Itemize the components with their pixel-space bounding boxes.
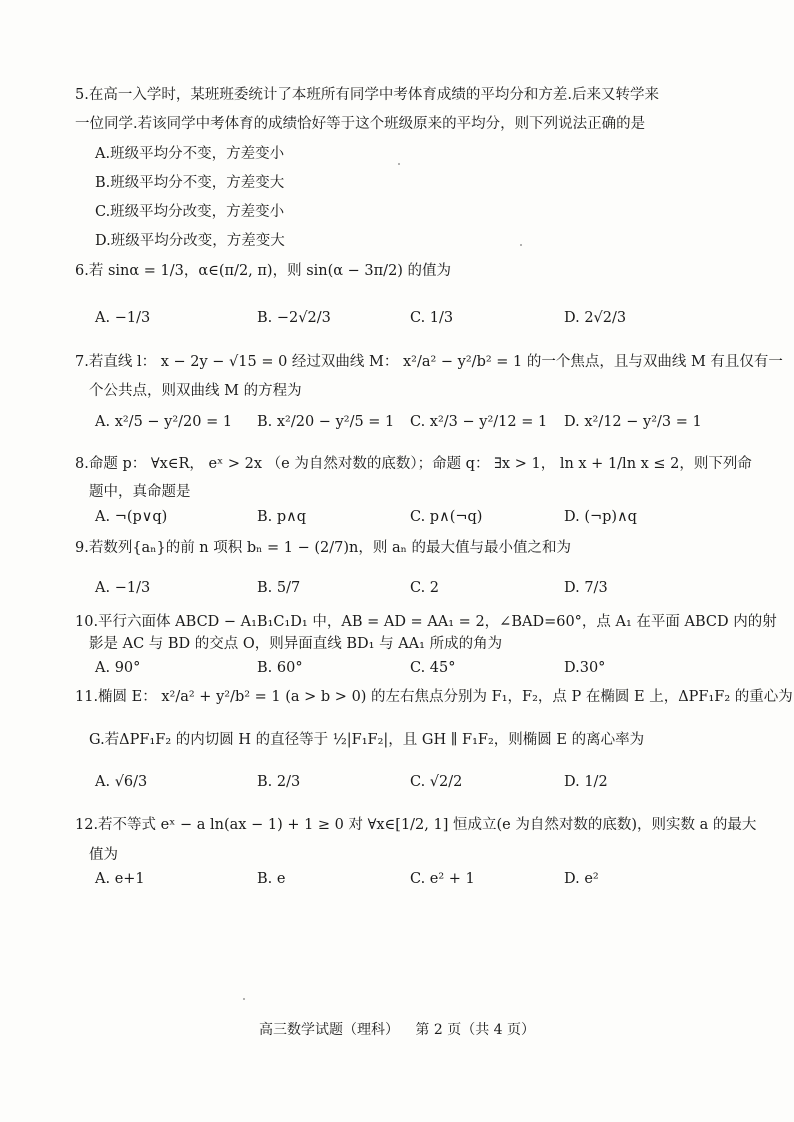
scan-speck [243,998,245,1000]
q8-option-c: C. p∧(¬q) [410,509,483,525]
q11-option-d: D. 1/2 [564,774,608,790]
q6-option-a: A. −1/3 [95,310,151,326]
q5-option-c: C.班级平均分改变，方差变小 [95,204,285,220]
q9-option-b: B. 5/7 [257,580,301,596]
q5-stem-line1: 5.在高一入学时，某班班委统计了本班所有同学中考体育成绩的平均分和方差.后来又转学来 [75,87,659,103]
q7-option-c: C. x²/3 − y²/12 = 1 [410,414,548,430]
q6-option-b: B. −2√2/3 [257,310,331,326]
page-footer [0,1019,794,1039]
q10-option-b: B. 60° [257,660,303,676]
q10-stem-line1: 10.平行六面体 ABCD − A₁B₁C₁D₁ 中，AB = AD = AA₁ = 2，∠BAD=60°，点 A₁ 在平面 ABCD 内的射 [75,614,777,630]
q6-option-c: C. 1/3 [410,310,454,326]
q9-option-a: A. −1/3 [95,580,151,596]
q12-option-b: B. e [257,871,286,887]
q11-stem-line2: G.若ΔPF₁F₂ 的内切圆 H 的直径等于 ½|F₁F₂|，且 GH ∥ F₁F₂，则椭圆 E 的离心率为 [89,732,645,748]
q8-option-b: B. p∧q [257,509,307,525]
q10-stem-line2: 影是 AC 与 BD 的交点 O，则异面直线 BD₁ 与 AA₁ 所成的角为 [89,636,503,652]
q5-stem-line2: 一位同学.若该同学中考体育的成绩恰好等于这个班级原来的平均分，则下列说法正确的是 [75,116,646,132]
q11-option-c: C. √2/2 [410,774,463,790]
q9-stem: 9.若数列{aₙ}的前 n 项积 bₙ = 1 − (2/7)n，则 aₙ 的最大值与最小值之和为 [75,540,572,556]
q6-option-d: D. 2√2/3 [564,310,627,326]
q7-stem-line1: 7.若直线 l： x − 2y − √15 = 0 经过双曲线 M： x²/a² − y²/b² = 1 的一个焦点，且与双曲线 M 有且仅有一 [75,354,783,370]
page-number: 第 2 页（共 4 页） [415,1022,536,1038]
q5-option-d: D.班级平均分改变，方差变大 [95,233,285,249]
q5-option-a: A.班级平均分不变，方差变小 [95,146,285,162]
q8-option-a: A. ¬(p∨q) [95,509,168,525]
q8-stem-line2: 题中，真命题是 [89,484,191,500]
q5-option-b: B.班级平均分不变，方差变大 [95,175,285,191]
exam-title: 高三数学试题（理科） [258,1022,399,1038]
q6-stem: 6.若 sinα = 1/3，α∈(π/2, π)，则 sin(α − 3π/2) 的值为 [75,263,452,279]
q7-option-b: B. x²/20 − y²/5 = 1 [257,414,395,430]
q11-option-b: B. 2/3 [257,774,301,790]
q7-option-a: A. x²/5 − y²/20 = 1 [95,414,233,430]
q9-option-d: D. 7/3 [564,580,608,596]
q11-stem-line1: 11.椭圆 E： x²/a² + y²/b² = 1 (a > b > 0) 的左右焦点分别为 F₁，F₂，点 P 在椭圆 E 上，ΔPF₁F₂ 的重心为 [75,689,793,705]
scan-speck [398,163,400,165]
q11-option-a: A. √6/3 [95,774,148,790]
q10-option-c: C. 45° [410,660,456,676]
q12-option-d: D. e² [564,871,599,887]
q12-option-a: A. e+1 [95,871,145,887]
q7-stem-line2: 个公共点，则双曲线 M 的方程为 [89,383,302,399]
q10-option-d: D.30° [564,660,606,676]
q10-option-a: A. 90° [95,660,141,676]
q8-stem-line1: 8.命题 p： ∀x∈R， eˣ > 2x （e 为自然对数的底数）；命题 q： ∃x > 1， ln x + 1/ln x ≤ 2，则下列命 [75,456,752,472]
q8-option-d: D. (¬p)∧q [564,509,637,525]
q12-option-c: C. e² + 1 [410,871,475,887]
q9-option-c: C. 2 [410,580,440,596]
q12-stem-line1: 12.若不等式 eˣ − a ln(ax − 1) + 1 ≥ 0 对 ∀x∈[1/2, 1] 恒成立(e 为自然对数的底数)，则实数 a 的最大 [75,817,757,833]
q7-option-d: D. x²/12 − y²/3 = 1 [564,414,702,430]
q12-stem-line2: 值为 [89,847,118,863]
scan-speck [520,244,522,246]
